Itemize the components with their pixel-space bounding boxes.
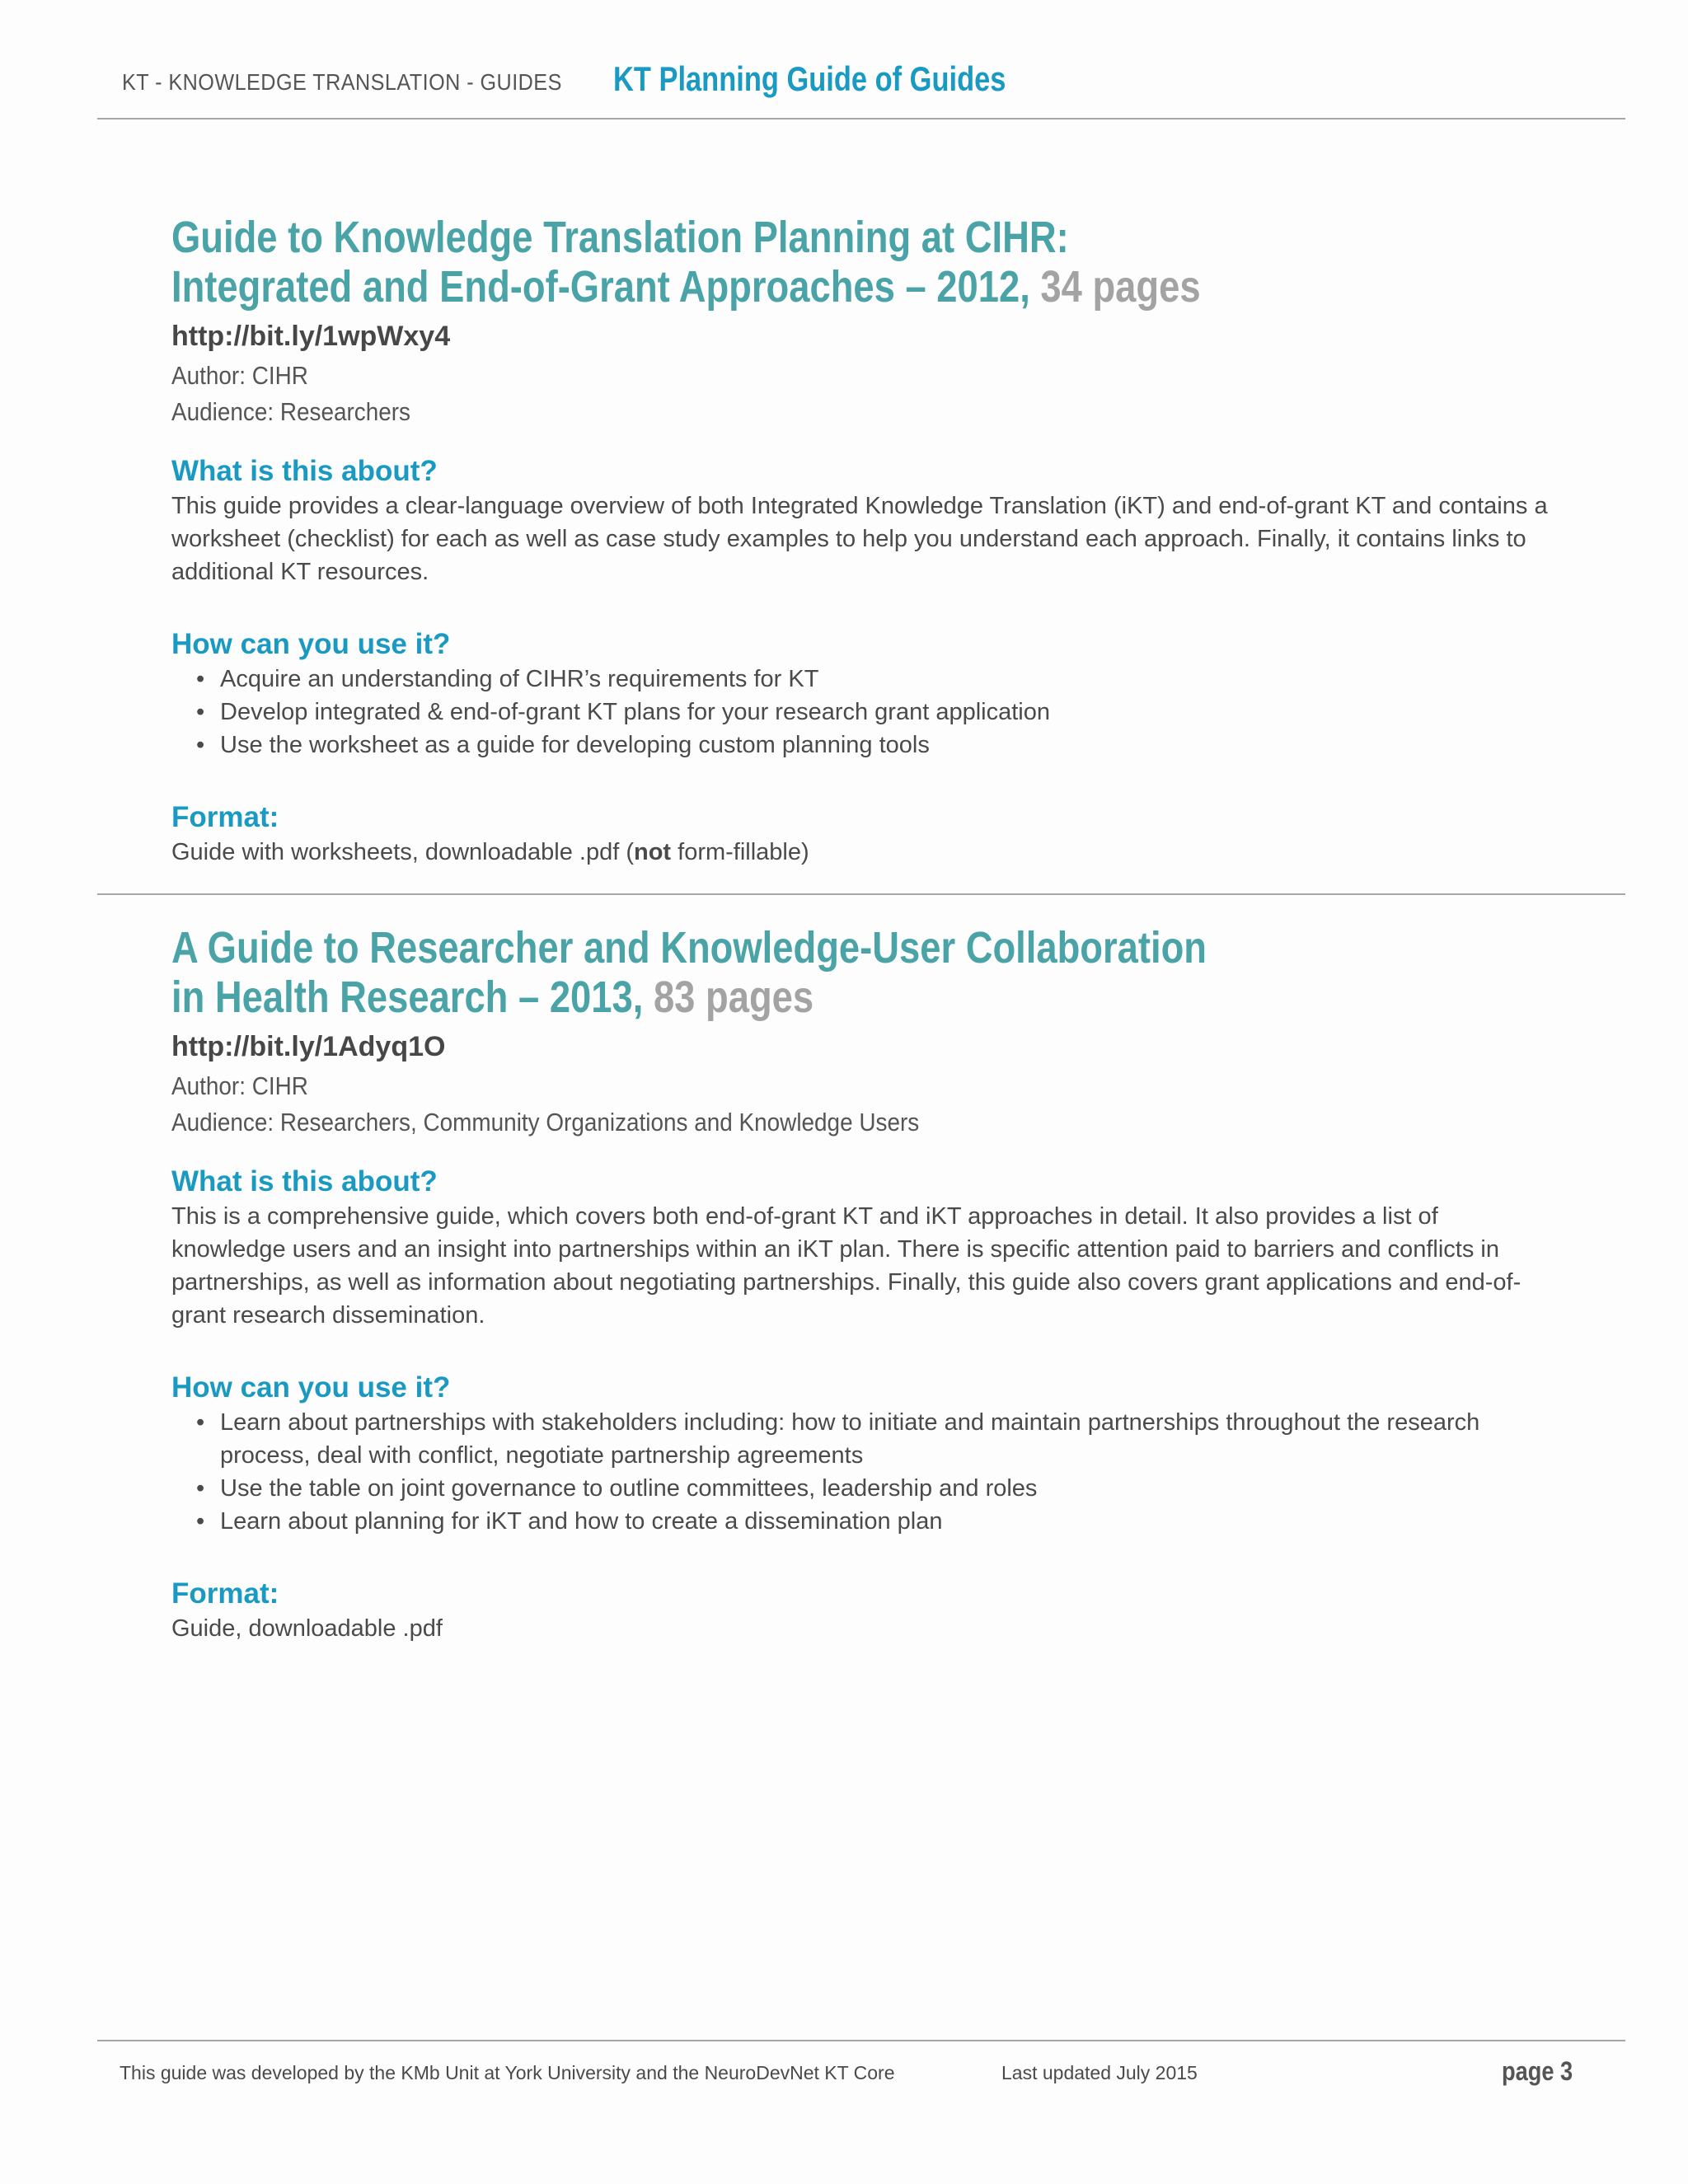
use-list [171, 1406, 1556, 1538]
format-text-bold: not [633, 839, 672, 865]
entry-divider [97, 893, 1625, 895]
list-item-text: Acquire an understanding of CIHR’s requirements for KT [220, 666, 819, 692]
list-item-text: Learn about partnerships with stakeholders including: how to initiate and maintain partnerships throughout the research process, deal with conflict, negotiate partnership agreements [220, 1409, 1480, 1469]
bullet-icon: • [196, 699, 205, 725]
bullet-icon: • [196, 732, 205, 758]
guide-entry-1 [171, 213, 1556, 869]
guide-title [171, 213, 1334, 312]
format-text-start: Guide with worksheets, downloadable .pdf ( [171, 839, 634, 865]
use-heading: How can you use it? [171, 628, 451, 660]
document-title: KT Planning Guide of Guides [613, 59, 1006, 98]
format-heading: Format: [171, 1577, 279, 1610]
guide-link[interactable]: http://bit.ly/1wpWxy4 [171, 321, 451, 352]
section-label: KT - KNOWLEDGE TRANSLATION - GUIDES [122, 69, 562, 95]
about-text: This is a comprehensive guide, which covers both end-of-grant KT and iKT approaches in detail. It also provides a list of knowledge users and an insight into partnerships within an iKT plan. There is specific attention paid to barriers and conflicts in partnerships, as well as information about negotiating partnerships. Finally, this guide also covers grant applications and end-of-grant research dissemination. [171, 1203, 1522, 1329]
list-item-text: Use the worksheet as a guide for developing custom planning tools [220, 732, 930, 758]
list-item [171, 1472, 1556, 1505]
guide-audience: Audience: Researchers [171, 397, 411, 426]
list-item-text: Use the table on joint governance to outline committees, leadership and roles [220, 1475, 1038, 1502]
guide-title-line1: A Guide to Researcher and Knowledge-User Collaboration [171, 923, 1207, 972]
footer-updated: Last updated July 2015 [1001, 2062, 1198, 2083]
use-heading: How can you use it? [171, 1371, 451, 1404]
guide-title-line2: in Health Research – 2013 [171, 972, 633, 1022]
bullet-icon: • [196, 1508, 205, 1535]
about-heading: What is this about? [171, 1165, 438, 1197]
guide-title-line1: Guide to Knowledge Translation Planning at CIHR: [171, 213, 1069, 262]
use-list [171, 663, 1556, 762]
guide-author: Author: CIHR [171, 361, 308, 390]
page-count: 83 pages [653, 972, 814, 1022]
page-count: 34 pages [1040, 262, 1201, 312]
bullet-icon: • [196, 666, 205, 692]
list-item [171, 663, 1556, 696]
guide-author: Author: CIHR [171, 1071, 308, 1100]
guide-title [171, 923, 1334, 1022]
list-item [171, 1406, 1556, 1472]
format-text: Guide, downloadable .pdf [171, 1615, 443, 1642]
list-item [171, 1505, 1556, 1538]
footer-divider [97, 2040, 1625, 2041]
format-text [171, 836, 1556, 869]
list-item-text: Learn about planning for iKT and how to create a dissemination plan [220, 1508, 943, 1535]
guide-title-line2: Integrated and End-of-Grant Approaches – 2012 [171, 262, 1020, 312]
guide-entry-2 [171, 923, 1556, 1645]
page-header [0, 0, 1688, 120]
header-divider [97, 118, 1625, 120]
guide-link[interactable]: http://bit.ly/1Adyq1O [171, 1031, 446, 1062]
about-heading: What is this about? [171, 455, 438, 487]
footer-credit: This guide was developed by the KMb Unit at York University and the NeuroDevNet KT Core [120, 2062, 895, 2083]
format-text-end: form-fillable) [671, 839, 809, 865]
title-separator: , [1020, 262, 1041, 312]
title-separator: , [632, 972, 654, 1022]
list-item-text: Develop integrated & end-of-grant KT plans for your research grant application [220, 699, 1050, 725]
list-item [171, 729, 1556, 762]
bullet-icon: • [196, 1475, 205, 1502]
list-item [171, 696, 1556, 729]
guide-audience: Audience: Researchers, Community Organizations and Knowledge Users [171, 1108, 920, 1137]
page-number: page 3 [1502, 2056, 1573, 2086]
bullet-icon: • [196, 1409, 205, 1436]
about-text: This guide provides a clear-language overview of both Integrated Knowledge Translation (iKT) and end-of-grant KT and contains a worksheet (checklist) for each as well as case study examples to help you understand each approach. Finally, it contains links to additional KT resources. [171, 493, 1548, 585]
format-heading: Format: [171, 801, 279, 833]
